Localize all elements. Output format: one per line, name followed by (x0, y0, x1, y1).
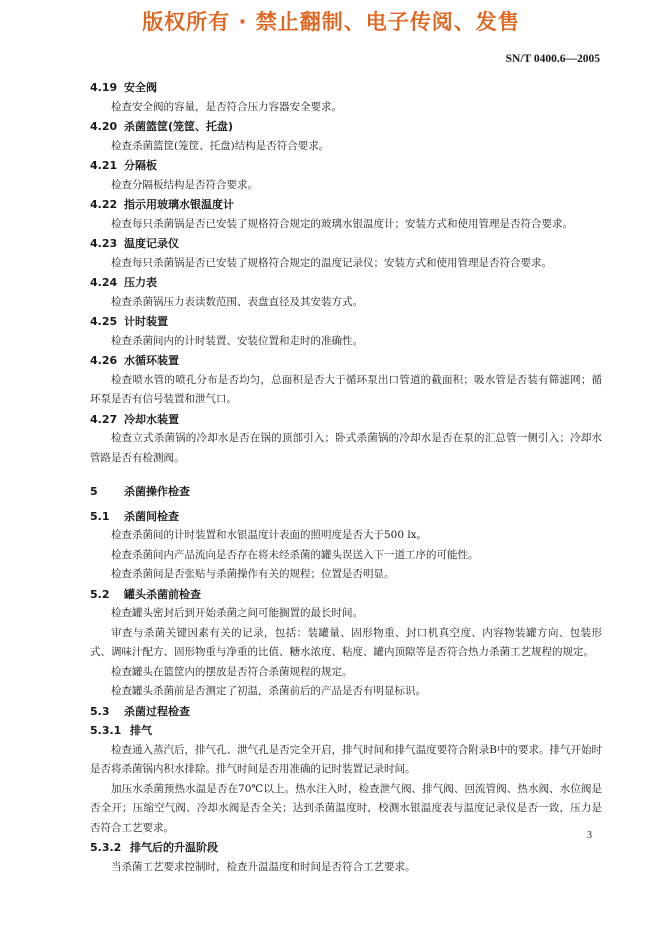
section-title: 安全阀 (124, 81, 157, 94)
section (90, 702, 602, 722)
paragraph: 检查罐头在篮筐内的摆放是否符合杀菌规程的规定。 (111, 665, 353, 678)
section (90, 838, 602, 877)
paragraph: 检查喷水管的喷孔分布是否均匀，总面积是否大于循环泵出口管道的截面积；吸水管是否装有筛滤网；循环泵是否有信号装置和泄气口。 (90, 373, 602, 405)
section-heading (90, 351, 602, 371)
section-number: 4.19 (90, 81, 118, 94)
paragraph: 检查杀菌间是否张贴与杀菌操作有关的规程；位置是否明显。 (111, 568, 395, 580)
section-number: 4.21 (90, 159, 118, 172)
section-heading (90, 312, 602, 332)
section (90, 507, 602, 585)
section-number: 5.1 (90, 509, 110, 523)
section (90, 312, 602, 351)
section-title: 杀菌间检查 (124, 509, 179, 523)
paragraph: 检查罐头杀菌前是否测定了初温，杀菌前后的产品是否有明显标识。 (111, 685, 426, 697)
section-heading (90, 156, 602, 176)
section (90, 195, 602, 234)
document-code: SN/T 0400.6—2005 (505, 53, 600, 65)
section-heading (90, 234, 602, 254)
section (90, 234, 602, 273)
section-title: 罐头杀菌前检查 (124, 587, 201, 601)
section-title: 压力表 (124, 276, 157, 289)
paragraph: 检查安全阀的容量，是否符合压力容器安全要求。 (111, 100, 342, 113)
section-number: 4.25 (90, 315, 118, 328)
section-number: 4.24 (90, 276, 118, 289)
document-body (90, 78, 602, 877)
section-title: 计时装置 (124, 315, 168, 328)
paragraph: 检查罐头密封后到开始杀菌之间可能搁置的最长时间。 (111, 607, 363, 619)
section-heading (90, 78, 602, 98)
section (90, 482, 602, 502)
paragraph: 检查杀菌篮筐(笼筐、托盘)结构是否符合要求。 (111, 139, 330, 152)
section (90, 156, 602, 195)
section-heading (90, 410, 602, 430)
section-heading (90, 507, 602, 527)
section-title: 杀菌过程检查 (124, 704, 190, 718)
paragraph: 检查立式杀菌锅的冷却水是否在锅的顶部引入；卧式杀菌锅的冷却水是否在泵的汇总管一侧引入；冷却水管路是否有检测阀。 (90, 432, 602, 464)
section-heading (90, 721, 602, 741)
paragraph: 加压水杀菌预热水温是否在70℃以上。热水注入时，检查泄气阀、排气阀、回流管阀、热水阀、水位阀是否全开；压缩空气阀、冷却水阀是否全关；达到杀菌温度时，校测水银温度表与温度记录仪是否一致，压力是否符合工艺要求。 (90, 782, 602, 834)
section-heading (90, 838, 602, 858)
paragraph: 检查杀菌间的计时装置和水银温度计表面的照明度是否大于500 lx。 (111, 529, 428, 541)
section-number: 5.3 (90, 704, 110, 718)
section-number: 5.3.1 (90, 724, 122, 737)
paragraph: 检查杀菌间内的计时装置、安装位置和走时的准确性。 (111, 334, 363, 347)
section-heading (90, 702, 602, 722)
section-title: 排气 (130, 724, 152, 737)
section-number: 4.22 (90, 198, 118, 211)
paragraph: 检查每只杀菌锅是否已安装了规格符合规定的玻璃水银温度计；安装方式和使用管理是否符合要求。 (111, 217, 573, 230)
section-number: 4.26 (90, 354, 118, 367)
section-heading (90, 195, 602, 215)
section (90, 410, 602, 469)
paragraph: 检查杀菌锅压力表读数范围、表盘直径及其安装方式。 (111, 295, 363, 308)
section-title: 排气后的升温阶段 (130, 841, 218, 854)
section-title: 水循环装置 (124, 354, 179, 367)
section-title: 冷却水装置 (124, 412, 179, 426)
paragraph: 当杀菌工艺要求控制时，检查升温温度和时间是否符合工艺要求。 (111, 860, 416, 873)
paragraph: 检查每只杀菌锅是否已安装了规格符合规定的温度记录仪；安装方式和使用管理是否符合要求。 (111, 256, 552, 269)
section-number: 5.3.2 (90, 841, 122, 854)
section (90, 585, 602, 702)
section-title: 杀菌篮筐(笼筐、托盘) (124, 120, 234, 133)
paragraph: 检查杀菌间内产品流向是否存在将未经杀菌的罐头误送入下一道工序的可能性。 (111, 548, 479, 561)
paragraph: 检查通入蒸汽后，排气孔、泄气孔是否完全开启，排气时间和排气温度要符合附录B中的要求。排气开始时是否将杀菌锅内积水排除。排气时间是否用准确的记时装置记录时间。 (90, 743, 602, 775)
section-number: 4.23 (90, 237, 118, 250)
section (90, 351, 602, 410)
section-title: 杀菌操作检查 (124, 485, 190, 498)
paragraph: 审查与杀菌关键因素有关的记录，包括：装罐量、固形物重、封口机真空度、内容物装罐方向、包装形式、调味汁配方、固形物重与净重的比值、糖水浓度、粘度、罐内顶隙等是否符合热力杀菌工艺规程的规定。 (90, 626, 602, 658)
section (90, 273, 602, 312)
paragraph: 检查分隔板结构是否符合要求。 (111, 178, 258, 191)
section-heading (90, 117, 602, 137)
section-title: 指示用玻璃水银温度计 (124, 198, 234, 211)
copyright-watermark: 版权所有 · 禁止翻制、电子传阅、发售 (142, 10, 520, 34)
page-number: 3 (587, 830, 592, 841)
section-number: 4.20 (90, 120, 118, 133)
section (90, 721, 602, 838)
section-title: 温度记录仪 (124, 237, 179, 250)
section-number: 5.2 (90, 587, 110, 601)
section-heading (90, 482, 602, 502)
section (90, 78, 602, 117)
section (90, 117, 602, 156)
section-number: 5 (90, 485, 98, 498)
section-heading (90, 273, 602, 293)
section-title: 分隔板 (124, 159, 157, 172)
section-heading (90, 585, 602, 605)
section-number: 4.27 (90, 412, 118, 426)
